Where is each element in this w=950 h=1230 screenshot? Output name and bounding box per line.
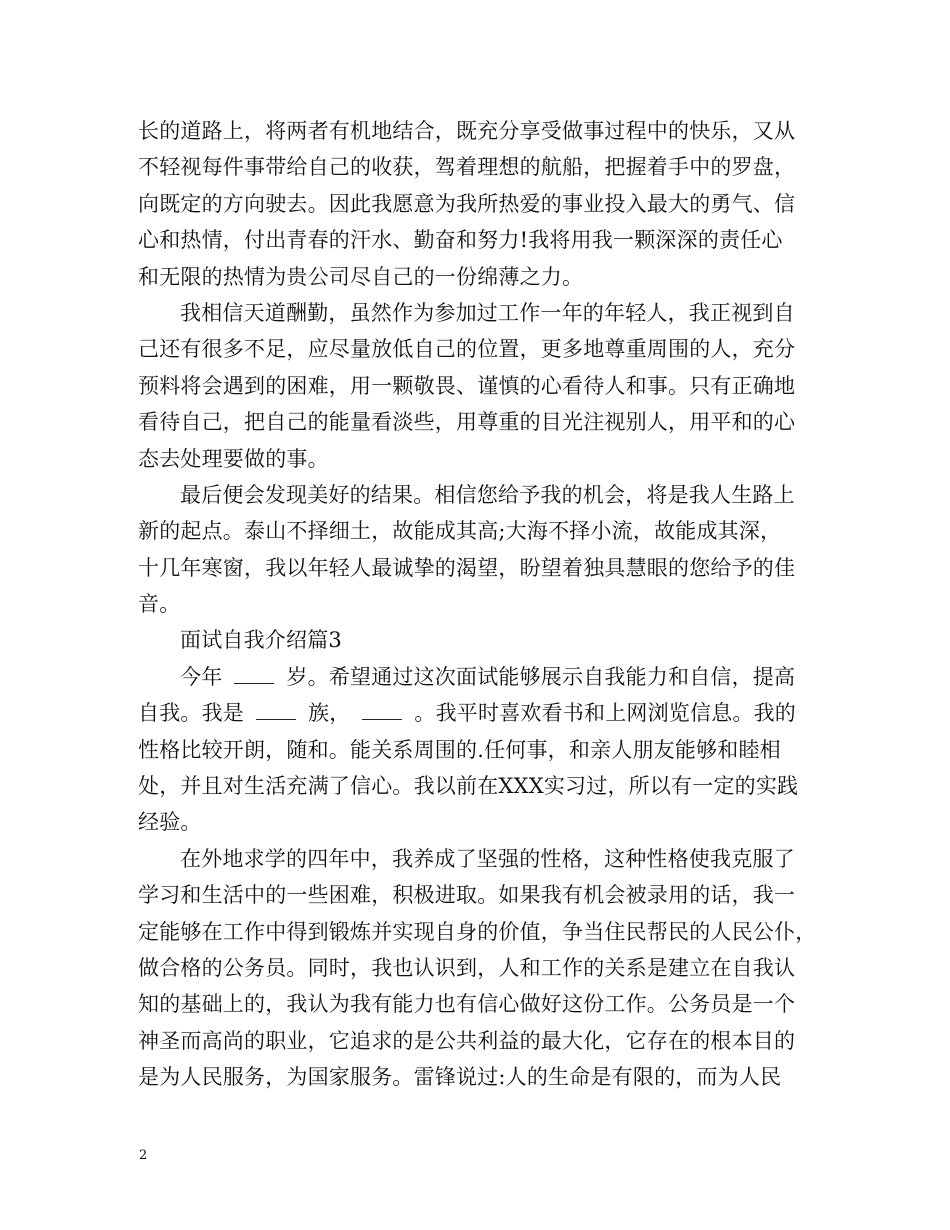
paragraph-start-line: 在外地求学的四年中，我养成了坚强的性格，这种性格使我克服了 — [180, 846, 795, 871]
intro-text: 。我平时喜欢看书和上网浏览信息。我的 — [414, 701, 797, 726]
text-line: 性格比较开朗，随和。能关系周围的.任何事，和亲人朋友能够和睦相 — [138, 737, 781, 762]
intro-text: 今年 — [180, 664, 223, 689]
text-line: 预料将会遇到的困难，用一颗敬畏、谨慎的心看待人和事。只有正确地 — [138, 373, 796, 398]
intro-line-1 — [138, 659, 818, 695]
text-line: 不轻视每件事带给自己的收获，驾着理想的航船，把握着手中的罗盘， — [138, 155, 796, 180]
text-line: 心和热情，付出青春的汗水、勤奋和努力!我将用我一颗深深的责任心 — [138, 228, 783, 253]
text-line: 己还有很多不足，应尽量放低自己的位置，更多地尊重周围的人，充分 — [138, 337, 796, 362]
text-line: 长的道路上，将两者有机地结合，既充分享受做事过程中的快乐，又从 — [138, 119, 796, 143]
intro-line-2 — [138, 695, 818, 731]
text-line: 和无限的热情为贵公司尽自己的一份绵薄之力。 — [138, 264, 584, 289]
text-line: 音。 — [138, 592, 181, 617]
body-text — [138, 113, 818, 1096]
text-line: 处，并且对生活充满了信心。我以前在XXX实习过，所以有一定的实践 — [138, 774, 799, 799]
fill-in-blank-ethnicity — [256, 701, 296, 720]
text-line: 经验。 — [138, 810, 202, 835]
intro-text: 岁。希望通过这次面试能够展示自我能力和自信，提高 — [286, 664, 796, 689]
intro-text: 自我。我是 — [138, 701, 244, 726]
text-line: 定能够在工作中得到锻炼并实现自身的价值，争当住民帮民的人民公仆， — [138, 919, 817, 944]
text-line: 看待自己，把自己的能量看淡些，用尊重的目光注视别人，用平和的心 — [138, 410, 796, 435]
intro-text: 族， — [308, 701, 351, 726]
text-line: 知的基础上的，我认为我有能力也有信心做好这份工作。公务员是一个 — [138, 992, 796, 1017]
text-line: 学习和生活中的一些困难，积极进取。如果我有机会被录用的话，我一 — [138, 883, 796, 908]
text-line: 向既定的方向驶去。因此我愿意为我所热爱的事业投入最大的勇气、信 — [138, 191, 796, 216]
fill-in-blank-age — [234, 665, 274, 684]
paragraph-start-line: 最后便会发现美好的结果。相信您给予我的机会，将是我人生路上 — [180, 482, 795, 507]
text-line: 神圣而高尚的职业，它追求的是公共利益的最大化，它存在的根本目的 — [138, 1028, 796, 1053]
text-line: 做合格的公务员。同时，我也认识到，人和工作的关系是建立在自我认 — [138, 955, 796, 980]
text-line: 态去处理要做的事。 — [138, 446, 329, 471]
text-line: 新的起点。泰山不择细土，故能成其高;大海不择小流，故能成其深， — [138, 519, 782, 544]
page-number: 2 — [139, 1148, 148, 1163]
section-heading: 面试自我介绍篇3 — [180, 628, 342, 653]
text-line: 是为人民服务，为国家服务。雷锋说过:人的生命是有限的，而为人民 — [138, 1065, 782, 1090]
paragraph-start-line: 我相信天道酬勤，虽然作为参加过工作一年的年轻人，我正视到自 — [180, 300, 795, 325]
fill-in-blank — [362, 701, 402, 720]
text-line: 十几年寒窗，我以年轻人最诚挚的渴望，盼望着独具慧眼的您给予的佳 — [138, 555, 796, 580]
